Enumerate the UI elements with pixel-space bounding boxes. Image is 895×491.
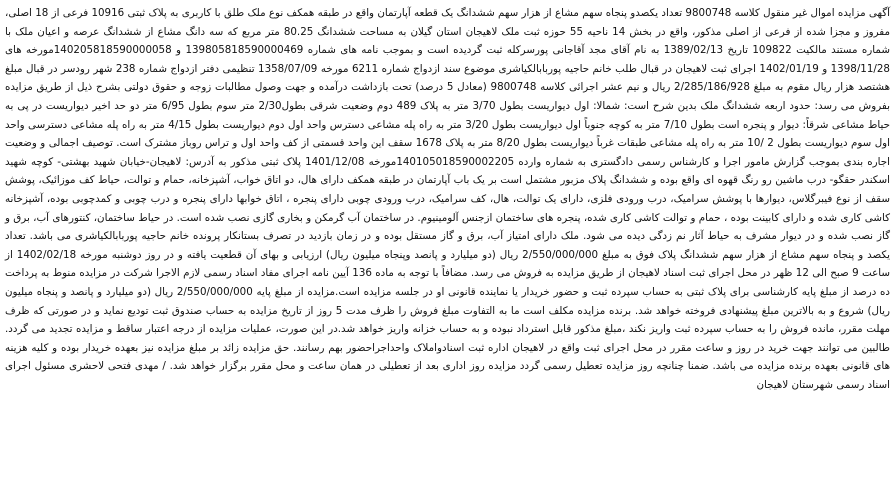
official-signature: / مهدی فتحی لاحشری مسئول اجرای اسناد رسمی شهرستان لاهیجان xyxy=(5,360,890,391)
notice-body: آگهی مزایده اموال غیر منقول کلاسه 9800748 تعداد یکصدو پنجاه سهم مشاع از هزار سهم ششدانگ یک قطعه آپارتمان واقع در طبقه همکف نوع ملک طلق با کاربری به پلاک ثبتی 10916 فرعی از 18 اصلی، مفروز و مجزا شده از فرعی از اصلی مذکور، واقع در بخش 14 ناحیه 55 حوزه ثبت ملک لاهیجان استان گیلان به مساحت ششدانگ 80.25 متر مربع که سه دانگ مشاع از ششدانگ عرصه و اعیان ملک با شماره مستند مالکیت 109822 تاریخ 1389/02/13 به نام آقای مجد آقاجانی پورسرکله ثبت گردیده است و بموجب نامه های شماره 139805818590000469 و 140205818590000058مورخه های 1398/11/28 و 1402/01/19 اجرای ثبت لاهیجان در قبال طلب خانم حاجیه پوربابالکیاشری موضوع سند ازدواج شماره 6211 مورخه 1358/07/09 تنظیمی دفتر ازدواج شماره 238 شهر رودسر در قبال مبلغ هشتصد هزار ریال مقوم به مبلغ 2/285/186/928 ریال و نیم عشر اجرائی کلاسه 9800748 (معادل 5 درصد) تحت بازداشت درآمده و جهت وصول مطالبات زوجه و حقوق دولتی بشرح ذیل از طریق مزایده بفروش می رسد: حدود اربعه ششدانگ ملک بدین شرح است: شمالا: اول دیواریست بطول 3/70 متر به پلاک 489 دوم وضعیت شرقی بطول2/30 متر سوم بطول 6/95 متر دو حد اخیر دیواریست در پی به حیاط مشاعی شرقاً: دیوار و پنجره است بطول 7/10 متر به کوچه جنوباً اول دیواریست بطول 3/20 متر به راه پله مشاعی دسترس واحد اول دوم دیواریست بطول 4/15 متر به راه پله مشاعی دسترسی واحد اول سوم دیواریست بطول 2 /10 متر به راه پله مشاعی طبقات غرباً دیواریست بطول 8/20 متر به پلاک 1678 سقف این واحد قسمتی از کف واحد اول و تراس روباز مشترک است. توصیف اجمالی و وضعیت اجاره بندی بموجب گزارش مامور اجرا و کارشناس رسمی دادگستری به شماره وارده 14010501859000220​5مورخه 1401/12/08 پلاک ثبتی مذکور به آدرس: لاهیجان-خیابان شهید بهشتی- کوچه شهید اسکندر حقگو- درب ماشین رو رنگ قهوه ای واقع بوده و ششدانگ پلاک مزبور مشتمل است بر یک باب آپارتمان در طبقه همکف دارای هال، دو اتاق خواب، آشپزخانه، حمام و توالت، حیاط کف موزائیک، پوشش سقف از نوع فیبرگلاس، دیوارها با پوشش سرامیک، درب ورودی فلزی، دارای یک توالت، هال، کف سرامیک، درب ورودی چوبی دارای پنجره ، اتاق خوابها دارای پنجره و درب چوبی و کمدچوبی بوده، آشپزخانه کاشی کاری شده و دارای کابینت بوده ، حمام و توالت کاشی کاری شده، پنجره های ساختمان ازجنس آلومینیوم. در ساختمان آب گرمکن و بخاری گازی نصب شده است. در حیاط ساختمان، کنتورهای آب، برق و گاز نصب شده و در دیوار مشرف به حیاط آثار نم زدگی دیده می شود. ملک دارای امتیاز آب، برق و گاز مستقل بوده و در زمان بازدید در تصرف بستانکار پرونده خانم حاجیه پوربابالکیاشری می باشد. تعداد یکصد و پنجاه سهم مشاع از هزار سهم ششدانگ پلاک فوق به مبلغ 2/550/000/000 ریال (دو میلیارد و پانصد وپنجاه میلیون ریال) ارزیابی و بهای آن قطعیت یافته و در روز دوشنبه مورخه 1402/02/18 از ساعت 9 صبح الی 12 ظهر در محل اجرای ثبت اسناد لاهیجان از طریق مزایده به فروش می رسد. مضافاً با توجه به ماده 136 آیین نامه اجرای مفاد اسناد رسمی لازم الاجرا شرکت در مزایده منوط به پرداخت ده درصد از مبلغ پایه کارشناسی برای پلاک ثبتی به حساب سپرده ثبت و حضور خریدار یا نماینده قانونی او در جلسه مزایده است.مزایده از مبلغ پایه 2/550/000/000 ریال (دو میلیارد و پانصد و پنجاه میلیون ریال) شروع و به بالاترین مبلغ پیشنهادی فروخته خواهد شد. برنده مزایده مکلف است ما به التفاوت مبلغ فروش را ظرف مدت 5 روز از تاریخ مزایده به حساب صندوق ثبت تودیع نماید و در صورتی که ظرف مهلت مقرر، مانده فروش را به حساب سپرده ثبت واریز نکند ،مبلغ مذکور قابل استرداد نبوده و به حساب خزانه واریز خواهد شد.در این صورت، عملیات مزایده از درجه اعتبار ساقط و مزایده تجدید می گردد. طالبین می توانند جهت خرید در روز و ساعت مقرر در محل اجرای ثبت واقع در لاهیجان اداره ثبت اسنادواملاک واحداجراحضور بهم رسانند. حق مزایده زائد بر مبلغ مزایده نیز بعهده خریدار بوده و کلیه هزینه های قانونی بعهده برنده مزایده می باشد. ضمنا چنانچه روز مزایده تعطیل رسمی گردد مزایده روز اداری بعد از تعطیلی در همان ساعت و محل مقرر برگزار خواهد شد. xyxy=(5,7,891,373)
